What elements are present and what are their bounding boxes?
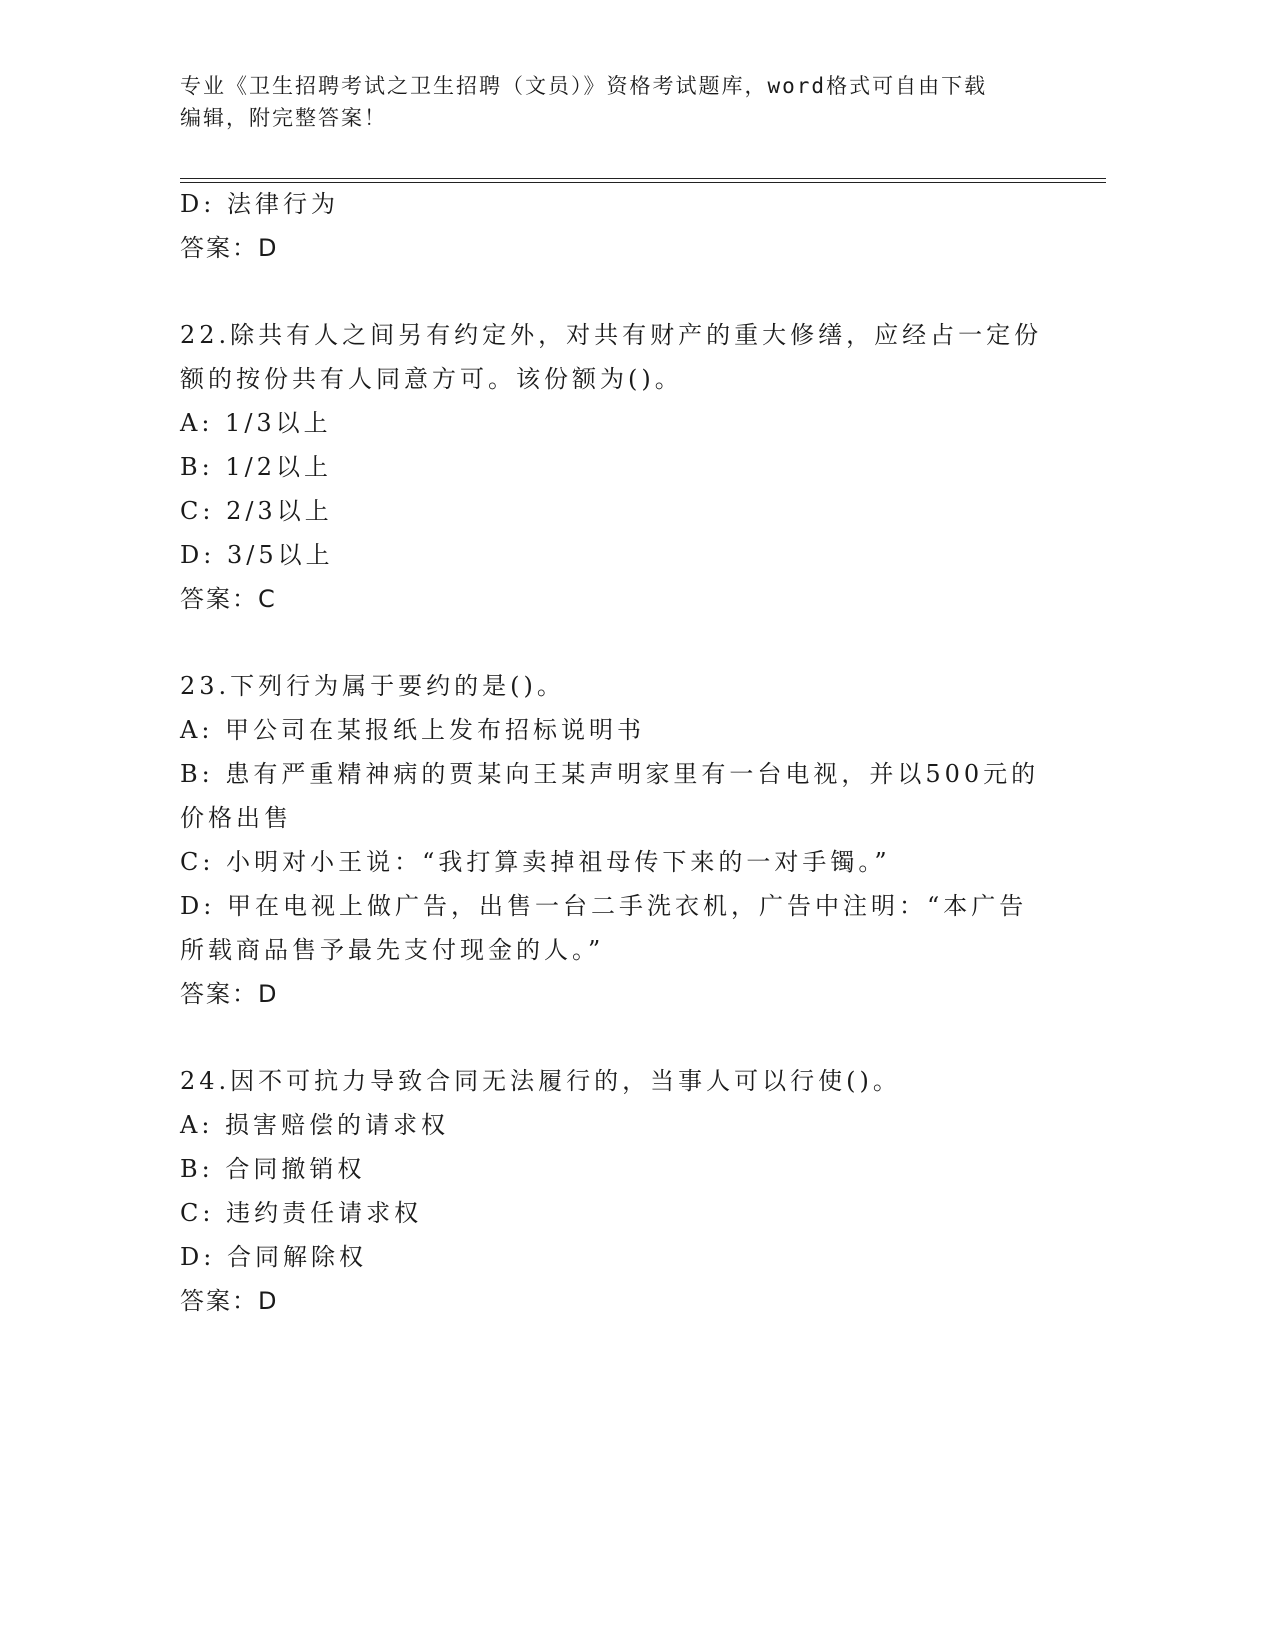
q24-option-a: A: 损害赔偿的请求权 — [180, 1111, 450, 1139]
q24-stem: 24.因不可抗力导致合同无法履行的，当事人可以行使()。 — [180, 1067, 901, 1095]
q22-stem-line-2: 额的按份共有人同意方可。该份额为()。 — [180, 365, 683, 393]
q24-answer: 答案：D — [180, 1287, 279, 1315]
q23-stem: 23.下列行为属于要约的是()。 — [180, 672, 565, 700]
q24-option-d: D: 合同解除权 — [180, 1243, 367, 1271]
question-24 — [180, 1059, 1060, 1323]
question-22 — [180, 313, 1060, 621]
q23-option-b-line-2: 价格出售 — [180, 804, 292, 832]
q22-option-b: B: 1/2以上 — [180, 453, 332, 481]
q23-option-a: A: 甲公司在某报纸上发布招标说明书 — [180, 716, 646, 744]
q23-answer: 答案：D — [180, 980, 279, 1008]
prev-option-d: D: 法律行为 — [180, 190, 339, 218]
q24-option-c: C: 违约责任请求权 — [180, 1199, 423, 1227]
q23-option-c: C: 小明对小王说：“我打算卖掉祖母传下来的一对手镯。” — [180, 848, 891, 876]
question-23 — [180, 664, 1060, 1016]
header-line-2: 编辑，附完整答案！ — [180, 106, 387, 130]
q23-option-d-line-1: D: 甲在电视上做广告，出售一台二手洗衣机，广告中注明：“本广告 — [180, 892, 1028, 920]
question-content — [180, 182, 1060, 1323]
header-line-1: 专业《卫生招聘考试之卫生招聘（文员）》资格考试题库，word格式可自由下载 — [180, 74, 988, 98]
q23-option-b-line-1: B: 患有严重精神病的贾某向王某声明家里有一台电视，并以500元的 — [180, 760, 1040, 788]
q22-answer: 答案：C — [180, 585, 277, 613]
q23-option-d-line-2: 所载商品售予最先支付现金的人。” — [180, 936, 605, 964]
document-header — [180, 70, 1060, 134]
q24-option-b: B: 合同撤销权 — [180, 1155, 366, 1183]
q22-stem-line-1: 22.除共有人之间另有约定外，对共有财产的重大修缮，应经占一定份 — [180, 321, 1043, 349]
prev-answer: 答案：D — [180, 234, 279, 262]
q22-option-d: D: 3/5以上 — [180, 541, 334, 569]
q22-option-a: A: 1/3以上 — [180, 409, 332, 437]
q22-option-c: C: 2/3以上 — [180, 497, 333, 525]
